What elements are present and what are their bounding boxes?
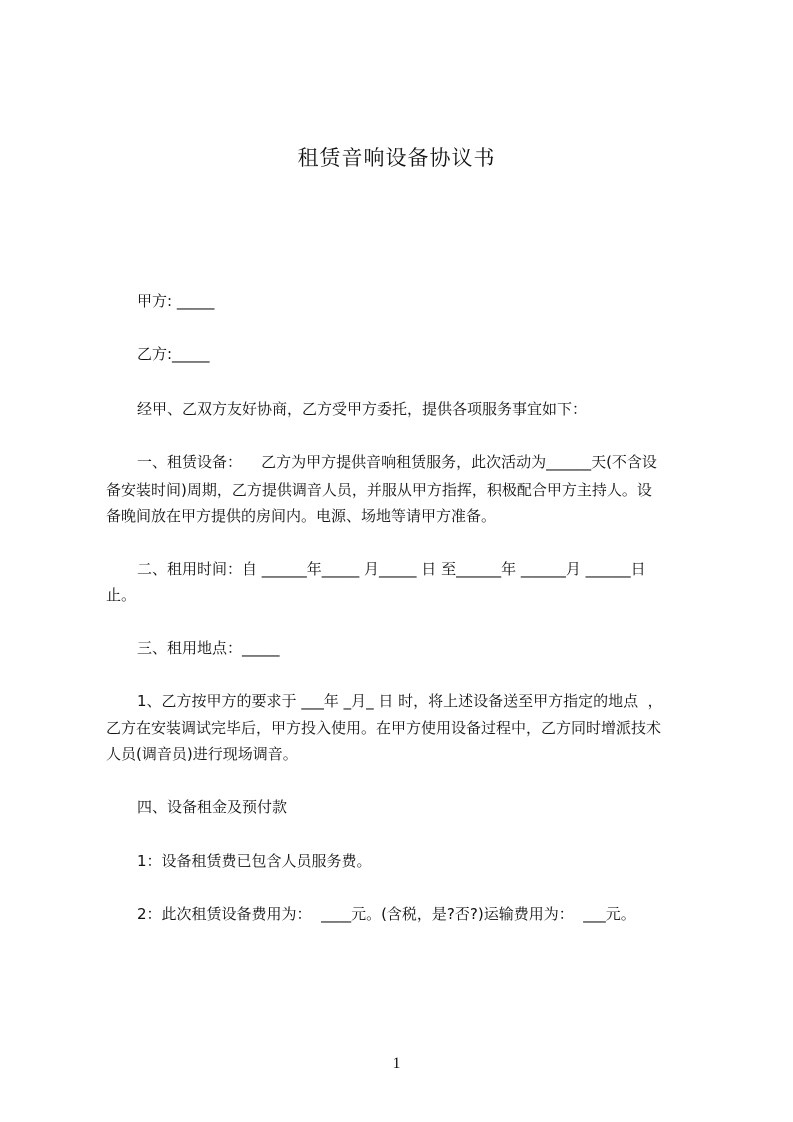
- page-number: 1: [392, 1055, 401, 1072]
- party-b-line: 乙方:_____: [137, 345, 210, 363]
- section1-line2: 备安装时间)周期，乙方提供调音人员，并服从甲方指挥，积极配合甲方主持人。设: [106, 481, 652, 499]
- section1-line1: 一、租赁设备： 乙方为甲方提供音响租赁服务，此次活动为______天(不含设: [137, 453, 657, 471]
- clause1-line3: 人员(调音员)进行现场调音。: [106, 745, 298, 763]
- section2-line1: 二、租用时间：自 ______年_____ 月_____ 日 至______年 ______月 ______日: [137, 560, 646, 578]
- intro-paragraph: 经甲、乙双方友好协商，乙方受甲方委托，提供各项服务事宜如下：: [137, 400, 588, 418]
- section2-line2: 止。: [106, 586, 137, 604]
- document-title: 租赁音响设备协议书: [297, 146, 496, 170]
- clause1-line1: 1、乙方按甲方的要求于 ___年 _月_ 日 时，将上述设备送至甲方指定的地点 ，: [137, 692, 663, 710]
- party-a-line: 甲方: _____: [137, 292, 215, 310]
- item2-line: 2：此次租赁设备费用为： ____元。(含税，是?否?)运输费用为： ___元。: [137, 905, 636, 923]
- section3-line: 三、租用地点：_____: [137, 639, 280, 657]
- clause1-line2: 乙方在安装调试完毕后，甲方投入使用。在甲方使用设备过程中，乙方同时增派技术: [106, 719, 662, 737]
- section1-line3: 备晚间放在甲方提供的房间内。电源、场地等请甲方准备。: [106, 507, 497, 525]
- section4-heading: 四、设备租金及预付款: [137, 798, 288, 816]
- item1-line: 1：设备租赁费已包含人员服务费。: [137, 852, 372, 870]
